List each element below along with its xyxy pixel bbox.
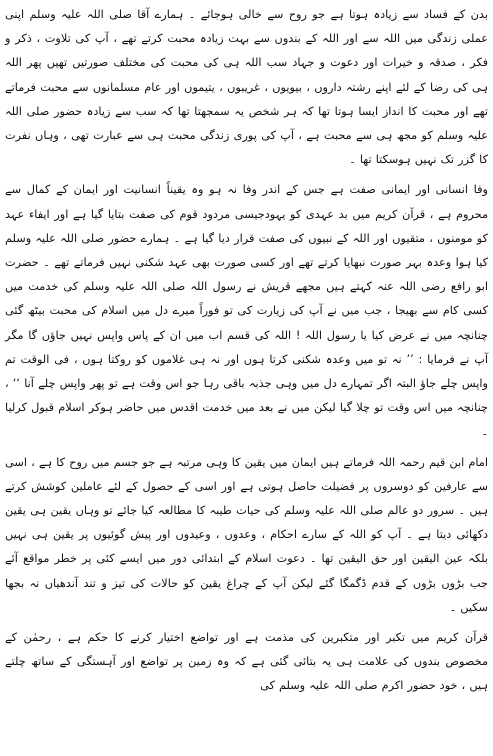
paragraph-loyalty: وفا انسانی اور ایمانی صفت ہے جس کے اندر وفا نہ ہو وہ یقیناً انسانیت اور ایمان کے کمال سے محروم ہے ، قرآن کریم میں بد عہدی کو یہودجیسی مردود قوم کی صفت بتایا گیا ہے اور ایفاء عہد کو مومنوں ، متقیوں اور اللہ کے نبیوں کی صفت قرار دیا گیا ہے ۔ ہمارے حضور صلی اللہ علیہ وسلم کیا ہوا وعدہ بہر صورت نبھایا کرتے تھے اور کسی صورت بھی عہد شکنی نہیں فرماتے تھے ۔ حضرت ابو رافع رضی اللہ عنہ کہتے ہیں مجھے قریش نے رسول اللہ صلی اللہ علیہ وسلم کی خدمت میں کسی کام سے بھیجا ، جب میں نے آپ کی زیارت کی تو فوراً میرے دل میں اسلام کی محبت بیٹھ گئی چنانچہ میں نے عرض کیا یا رسول اللہ ! اللہ کی قسم اب میں ان کے پاس واپس نہیں جاؤں گا مگر آپ نے فرمایا : ’’ نہ تو میں وعدہ شکنی کرتا ہوں اور نہ ہی غلاموں کو روکتا ہوں ، فی الوقت تم واپس چلے جاؤ البتہ اگر تمہارے دل میں وہی جذبہ باقی رہا جو اس وقت ہے تو پھر واپس چلے آنا ‘‘ ، چنانچہ میں اس وقت تو چلا گیا لیکن میں نے بعد میں خدمت اقدس میں حاضر ہوکر اسلام قبول کرلیا ۔ <box>5 183 488 439</box>
paragraph-love: بدن کے فساد سے زیادہ ہوتا ہے جو روح سے خالی ہوجائے ۔ ہمارے آقا صلی اللہ علیہ وسلم اپنی عملی زندگی میں اللہ سے اور اللہ کے بندوں سے بہت زیادہ محبت کرتے تھے ، آپ کی تلاوت ، ذکر و فکر ، صدقہ و خیرات اور دعوت و جہاد سب اللہ ہی کی محبت کی مختلف صورتیں تھیں پھر اللہ ہی کی رضا کے لئے اپنے رشتہ داروں ، بیویوں ، غریبوں ، یتیموں اور عام مسلمانوں سے محبت فرماتے تھے اور محبت کا انداز ایسا ہوتا تھا کہ ہر شخص یہ سمجھتا تھا کہ سب سے زیادہ حضور صلی اللہ علیہ وسلم کو مجھ ہی سے محبت ہے ، آپ کی پوری زندگی محبت ہی سے عبارت تھی ، وہاں نفرت کا گزر تک نہیں ہوسکتا تھا ۔ <box>5 8 488 167</box>
paragraph-humility: قرآن کریم میں تکبر اور متکبرین کی مذمت ہے اور تواضع اختیار کرنے کا حکم ہے ، رحمٰن کے مخصوص بندوں کی علامت ہی یہ بتائی گئی ہے کہ وہ زمین پر تواضع اور آہستگی کے ساتھ چلتے ہیں ، خود حضور اکرم صلی اللہ علیہ وسلم کی <box>5 631 488 693</box>
paragraph-certainty: امام ابن قیم رحمہ اللہ فرماتے ہیں ایمان میں یقین کا وہی مرتبہ ہے جو جسم میں روح کا ہے ، اسی سے عارفین کو دوسروں پر فضیلت حاصل ہوتی ہے اور اسی کے حصول کے لئے عاملین کوشش کرتے ہیں ۔ سرور دو عالم صلی اللہ علیہ وسلم کی حیات طیبہ کا مطالعہ کیا جائے تو وہاں یقین ہی یقین دکھائی دیتا ہے ۔ آپ کو اللہ کے سارے احکام ، وعدوں ، وعیدوں اور پیش گوئیوں پر یقین ہی نہیں بلکہ عین الیقین اور حق الیقین تھا ۔ دعوت اسلام کے ابتدائی دور میں ایسے کئی پر خطر مواقع آئے جب بڑوں بڑوں کے قدم ڈگمگا گئے لیکن آپ کے چراغ یقین کو حالات کی تیز و تند آندھیاں نہ بجھا سکیں ۔ <box>5 455 488 614</box>
